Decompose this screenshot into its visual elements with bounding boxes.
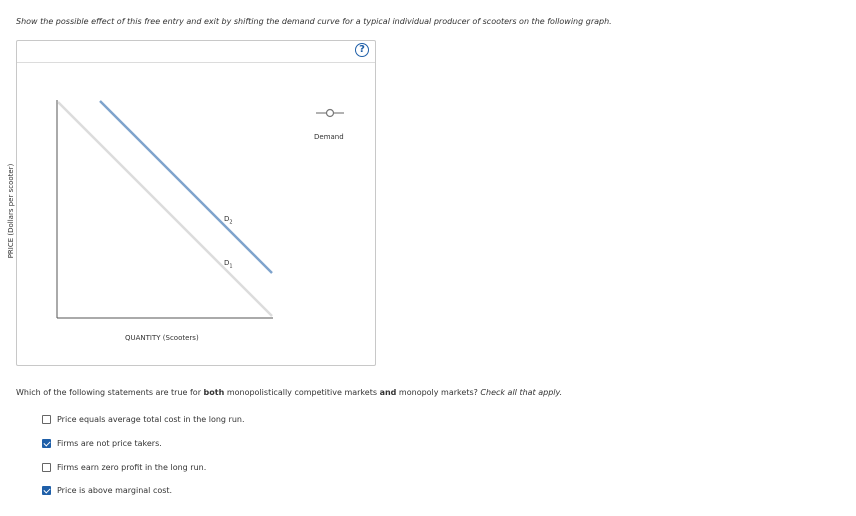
curve-label-d1: $D_1$	[224, 259, 233, 270]
checkbox-option-4[interactable]	[42, 486, 51, 495]
option-4-label: Price is above marginal cost.	[57, 486, 173, 495]
instruction-text: Show the possible effect of this free entry and exit by shifting the demand curve for a typical individual producer of scooters on the following graph.	[16, 17, 612, 26]
curve-label-d2: $D_2$	[224, 215, 233, 226]
x-axis-label: QUANTITY (Scooters)	[125, 334, 199, 342]
checkbox-option-3[interactable]	[42, 463, 51, 472]
option-4[interactable]	[42, 485, 172, 496]
option-2-label: Firms are not price takers.	[57, 439, 162, 448]
option-1-label: Price equals average total cost in the long run.	[57, 415, 245, 424]
option-3[interactable]	[42, 462, 206, 473]
legend-label-demand: Demand	[314, 133, 344, 141]
option-3-label: Firms earn zero profit in the long run.	[57, 463, 207, 472]
checkbox-option-2[interactable]	[42, 439, 51, 448]
demand-line-tool-icon[interactable]	[315, 106, 345, 120]
option-2[interactable]	[42, 438, 162, 449]
question-text: Which of the following statements are true for both monopolistically competitive markets and monopoly markets? Check all that apply.	[16, 388, 563, 397]
help-icon[interactable]: ?	[355, 43, 369, 57]
demand-curve-d1	[58, 102, 272, 316]
option-1[interactable]	[42, 414, 245, 425]
y-axis-label: PRICE (Dollars per scooter)	[7, 163, 15, 259]
demand-curve-d2[interactable]	[100, 101, 272, 273]
checkbox-option-1[interactable]	[42, 415, 51, 424]
